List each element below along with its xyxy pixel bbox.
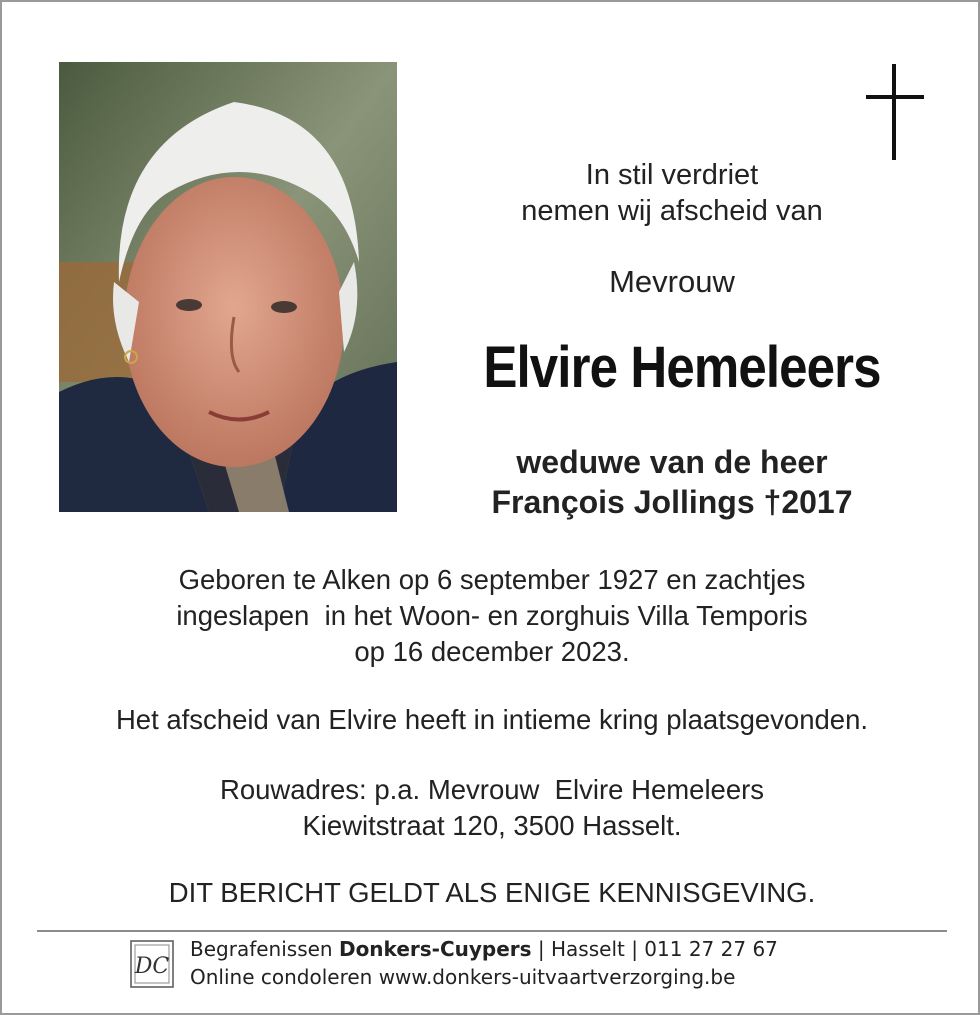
company-name: Donkers-Cuypers — [338, 937, 532, 961]
notice-text: DIT BERICHT GELDT ALS ENIGE KENNISGEVING. — [168, 877, 816, 908]
funeral-home-logo-icon — [130, 940, 174, 988]
widow-of — [422, 442, 922, 522]
svg-text:DC: DC — [134, 954, 170, 979]
footer-phone[interactable]: 011 27 27 67 — [644, 937, 778, 961]
footer-prefix: Begrafenissen — [190, 937, 333, 961]
online-label: Online condoleren — [190, 965, 373, 989]
birth-line-2: ingeslapen in het Woon- en zorghuis Villa Temporis — [176, 600, 808, 631]
footer-city: Hasselt — [551, 937, 625, 961]
footer-info — [190, 935, 778, 991]
footer-line-2 — [190, 963, 778, 991]
intro-line-2: nemen wij afscheid van — [521, 195, 823, 227]
deceased-name: Elvire Hemeleers — [483, 335, 881, 400]
footer-line-1: Begrafenissen Donkers-Cuypers | Hasselt | 011 27 27 67 — [190, 937, 778, 961]
divider — [37, 930, 947, 932]
address-line-1: Rouwadres: p.a. Mevrouw Elvire Hemeleers — [219, 774, 765, 805]
mourning-address — [2, 772, 980, 844]
widow-line-2: François Jollings †2017 — [491, 484, 853, 520]
portrait-photo — [59, 62, 397, 512]
intro-text — [452, 157, 892, 229]
address-line-2: Kiewitstraat 120, 3500 Hasselt. — [302, 810, 682, 841]
website-link[interactable]: www.donkers-uitvaartverzorging.be — [378, 965, 736, 989]
birth-line-3: op 16 december 2023. — [354, 636, 630, 667]
birth-line-1: Geboren te Alken op 6 september 1927 en zachtjes — [178, 564, 806, 595]
honorific: Mevrouw — [609, 264, 735, 299]
farewell-text: Het afscheid van Elvire heeft in intieme kring plaatsgevonden. — [115, 704, 869, 735]
cross-icon — [866, 64, 924, 160]
birth-death-info — [2, 562, 980, 670]
widow-line-1: weduwe van de heer — [516, 444, 828, 480]
intro-line-1: In stil verdriet — [585, 159, 759, 191]
